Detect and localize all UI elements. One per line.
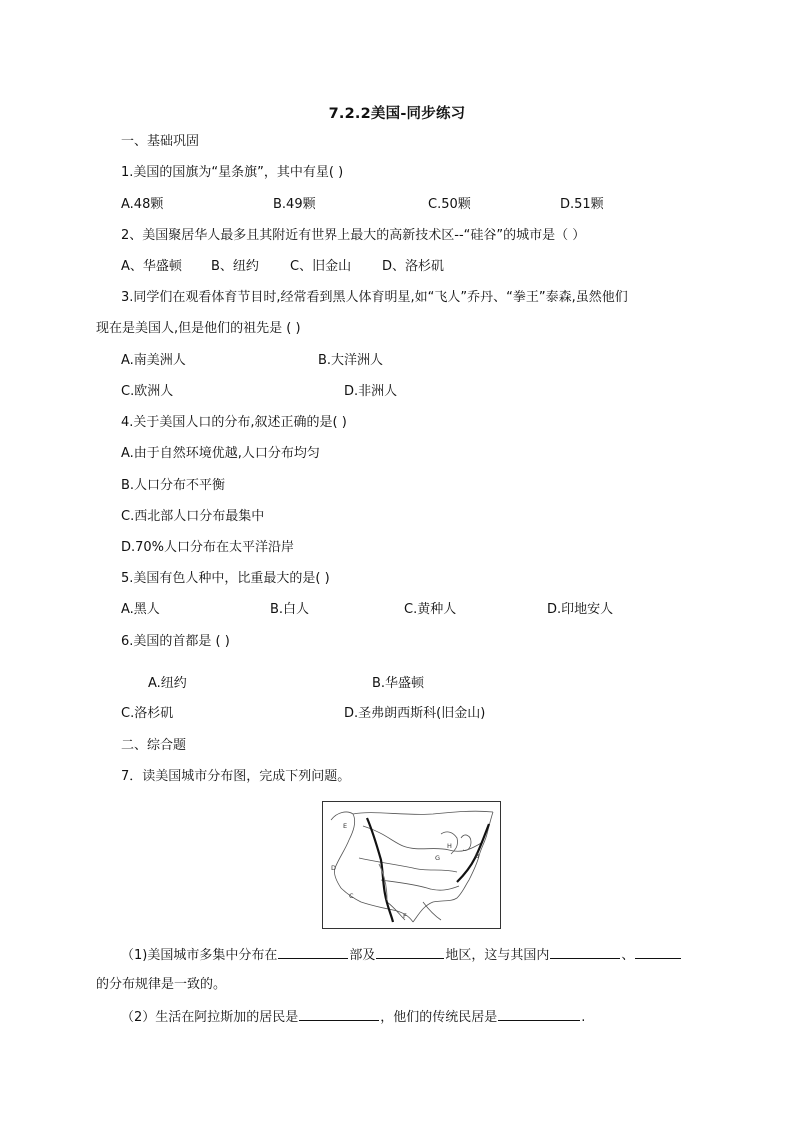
map-label-g: G xyxy=(435,854,441,862)
question-5-option-b: B.白人 xyxy=(270,602,310,617)
question-5-option-d: D.印地安人 xyxy=(547,602,614,617)
question-7-sub-1-line-2: 的分布规律是一致的。 xyxy=(96,977,227,992)
question-3-stem-line-2: 现在是美国人,但是他们的祖先是 ( ) xyxy=(96,321,301,336)
map-label-c: C xyxy=(349,892,354,900)
question-4-option-b: B.人口分布不平衡 xyxy=(121,478,226,493)
question-2-option-d: D、洛杉矶 xyxy=(382,259,445,274)
question-6-option-b: B.华盛顿 xyxy=(372,676,425,691)
question-6-option-c: C.洛杉矶 xyxy=(121,706,174,721)
question-2-option-b: B、纽约 xyxy=(211,259,259,274)
question-4-option-d: D.70%人口分布在太平洋沿岸 xyxy=(121,540,295,555)
question-7-sub-1 xyxy=(121,946,682,964)
question-5-option-c: C.黄种人 xyxy=(404,602,457,617)
section-heading-basic: 一、基础巩固 xyxy=(121,134,200,149)
question-5-option-a: A.黑人 xyxy=(121,602,160,617)
question-2-option-a: A、华盛顿 xyxy=(121,259,182,274)
question-1-option-d: D.51颗 xyxy=(560,197,604,212)
answer-blank-1[interactable] xyxy=(278,946,348,959)
question-4-option-a: A.由于自然环境优越,人口分布均匀 xyxy=(121,446,320,461)
page-title: 7.2.2美国-同步练习 xyxy=(328,106,466,122)
question-3-option-c: C.欧洲人 xyxy=(121,384,174,399)
q7-sub1-text-4: 、 xyxy=(621,948,635,963)
answer-blank-2[interactable] xyxy=(376,946,444,959)
question-1-option-c: C.50颗 xyxy=(428,197,471,212)
section-heading-comprehensive: 二、综合题 xyxy=(121,738,187,753)
question-7-sub-2 xyxy=(121,1008,585,1026)
us-map-drawing xyxy=(323,802,500,928)
question-2-stem: 2、美国聚居华人最多且其附近有世界上最大的高新技术区--“硅谷”的城市是（ ） xyxy=(121,228,586,243)
answer-blank-5[interactable] xyxy=(299,1008,379,1021)
question-5-stem: 5.美国有色人种中，比重最大的是( ) xyxy=(121,571,330,586)
q7-sub2-text-3: . xyxy=(581,1010,586,1025)
map-label-h: H xyxy=(447,842,452,850)
question-3-option-b: B.大洋洲人 xyxy=(318,353,384,368)
map-label-d: D xyxy=(331,864,337,872)
answer-blank-4[interactable] xyxy=(635,946,681,959)
question-1-option-a: A.48颗 xyxy=(121,197,164,212)
question-4-stem: 4.关于美国人口的分布,叙述正确的是( ) xyxy=(121,415,347,430)
question-3-stem-line-1: 3.同学们在观看体育节目时,经常看到黑人体育明星,如“飞人”乔丹、“拳王”泰森,虽然他们 xyxy=(121,290,628,305)
question-7-stem: 7．读美国城市分布图，完成下列问题。 xyxy=(121,769,351,784)
us-city-distribution-map xyxy=(322,801,501,929)
question-6-stem: 6.美国的首都是 ( ) xyxy=(121,634,230,649)
question-6-option-d: D.圣弗朗西斯科(旧金山) xyxy=(344,706,486,721)
question-4-option-c: C.西北部人口分布最集中 xyxy=(121,509,265,524)
answer-blank-3[interactable] xyxy=(550,946,620,959)
question-6-option-a: A.纽约 xyxy=(148,676,187,691)
q7-sub2-text-1: （2）生活在阿拉斯加的居民是 xyxy=(121,1010,299,1025)
q7-sub1-text-3: 地区，这与其国内 xyxy=(445,948,550,963)
question-2-option-c: C、旧金山 xyxy=(290,259,352,274)
map-label-b: B xyxy=(475,852,480,860)
q7-sub1-text-1: （1)美国城市多集中分布在 xyxy=(121,948,278,963)
question-3-option-a: A.南美洲人 xyxy=(121,353,186,368)
question-1-option-b: B.49颗 xyxy=(273,197,316,212)
map-label-f: F xyxy=(403,912,407,920)
q7-sub1-text-2: 部及 xyxy=(349,948,376,963)
map-label-e: E xyxy=(343,822,348,830)
q7-sub2-text-2: ，他们的传统民居是 xyxy=(380,1010,498,1025)
answer-blank-6[interactable] xyxy=(498,1008,580,1021)
question-3-option-d: D.非洲人 xyxy=(344,384,398,399)
question-1-stem: 1.美国的国旗为“星条旗”，其中有星( ) xyxy=(121,165,344,180)
